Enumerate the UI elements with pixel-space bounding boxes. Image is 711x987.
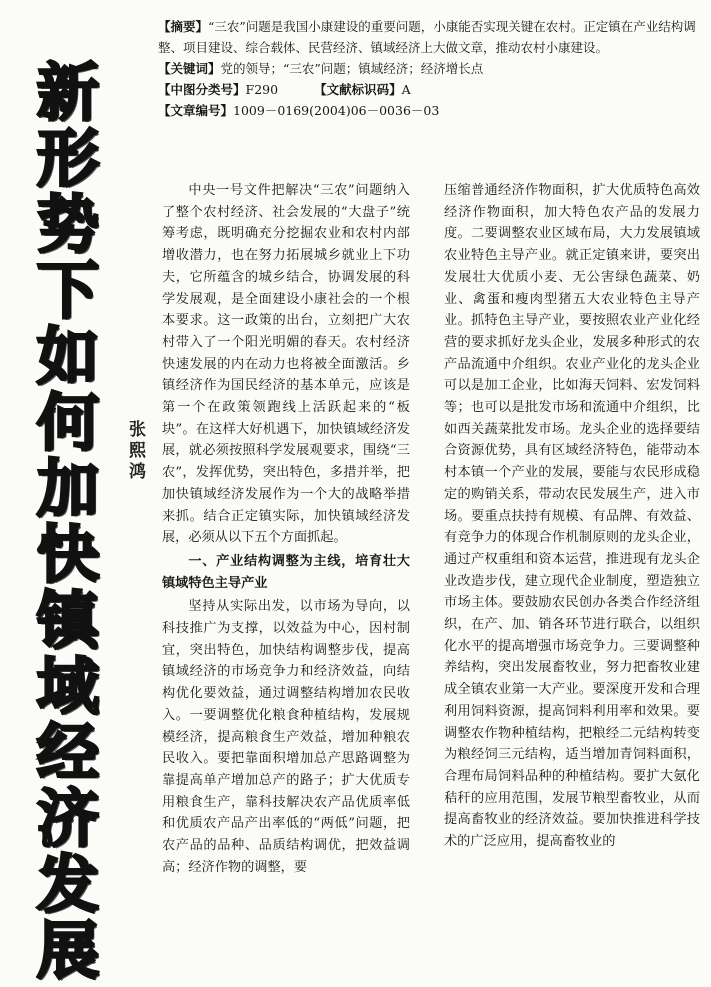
title-char: 镇	[36, 584, 99, 657]
section-heading: 一、产业结构调整为主线，培育壮大镇域特色主导产业	[162, 553, 410, 591]
keywords	[158, 58, 698, 79]
paragraph: 坚持从实际出发，以市场为导向，以科技推广为支撑，以效益为中心，因村制宜，突出特色，加快结构调整步伐，提高镇域经济的市场竞争力和经济效益，向结构优化要效益，通过调整结构增加农民收入。一要调整优化粮食种植结构，发展规模经济，提高粮食生产效益，增加种粮农民收入。要把靠面积增加总产思路调整为靠提高单产增加总产的路子；扩大优质专用粮食生产，靠科技解决农产品优质率低和优质农产品产出率低的“两低”问题，把农产品的品种、品质结构调优，把效益调高；经济作物的调整，要	[162, 599, 410, 875]
paragraph: 中央一号文件把解决“三农”问题纳入了整个农村经济、社会发展的“大盘子”统筹考虑，既明确充分挖掘农业和农村内部增收潜力，也在努力拓展城乡就业上下功夫，它所蕴含的城乡结合，协调发展的科学发展观，是全面建设小康社会的一个根本要求。这一政策的出台，立刻把广大农村带入了一个阳光明媚的春天。农村经济快速发展的内在动力也将被全面激活。乡镇经济作为国民经济的基本单元，应该是第一个在政策领跑线上活跃起来的“板块”。在这样大好机遇下，加快镇域经济发展，就必须按照科学发展观要求，围绕“三农”，发挥优势，突出特色，多措并举，把加快镇域经济发展作为一个大的战略举措来抓。结合正定镇实际，加快镇域经济发展，必须从以下五个方面抓起。	[162, 183, 410, 546]
abstract-text: “三农”问题是我国小康建设的重要问题，小康能否实现关键在农村。正定镇在产业结构调整、项目建设、综合载体、民营经济、镇域经济上大做文章，推动农村小康建设。	[158, 19, 696, 55]
clc-value: F290	[245, 82, 279, 97]
body-column-right	[444, 180, 700, 853]
keywords-text: 党的领导；“三农”问题；镇域经济；经济增长点	[220, 61, 484, 76]
body-column-left	[162, 180, 410, 879]
title-char: 势	[36, 188, 99, 261]
title-char: 展	[36, 914, 99, 987]
title-char: 加	[36, 452, 99, 525]
paragraph: 压缩普通经济作物面积，扩大优质特色高效经济作物面积，加大特色农产品的发展力度。二要调整农业区域布局，大力发展镇域农业特色主导产业。就正定镇来讲，要突出发展壮大优质小麦、无公害绿色蔬菜、奶业、禽蛋和瘦肉型猪五大农业特色主导产业。抓特色主导产业，要按照农业产业化经营的要求抓好龙头企业，发展多种形式的农产品流通中介组织。农业产业化的龙头企业可以是加工企业，比如海天饲料、宏发饲料等；也可以是批发市场和流通中介组织，比如西关蔬菜批发市场。龙头企业的选择要结合资源优势，具有区域经济特色，能带动本村本镇一个产业的发展，要能与农民形成稳定的购销关系，带动农民发展生产，进入市场。要重点扶持有规模、有品牌、有效益、有竞争力的体现合作机制原则的龙头企业，通过产权重组和资本运营，推进现有龙头企业改造步伐，建立现代企业制度，塑造独立市场主体。要鼓励农民创办各类合作经济组织，在产、加、销各环节进行联合，以组织化水平的提高增强市场竞争力。三要调整种养结构，突出发展畜牧业，努力把畜牧业建成全镇农业第一大产业。要深度开发和合理利用饲料资源，提高饲料利用率和效果。要调整农作物种植结构，把粮经二元结构转变为粮经饲三元结构，适当增加青饲料面积，合理布局饲料品种的种植结构。要扩大氨化秸秆的应用范围，发展节粮型畜牧业，从而提高畜牧业的经济效益。要加快推进科学技术的广泛应用，提高畜牧业的	[444, 183, 700, 850]
title-char: 快	[36, 518, 99, 591]
article-metadata	[158, 16, 698, 121]
title-char: 发	[36, 848, 99, 921]
title-char: 济	[36, 782, 99, 855]
title-char: 形	[36, 122, 99, 195]
doc-code-label: 【文献标识码】	[314, 82, 402, 97]
classification-row	[158, 79, 698, 100]
abstract	[158, 16, 698, 58]
title-char: 下	[36, 254, 99, 327]
title-char: 经	[36, 716, 99, 789]
article-number	[158, 100, 698, 121]
article-title	[20, 56, 116, 987]
abstract-label: 【摘要】	[158, 19, 209, 34]
keywords-label: 【关键词】	[158, 61, 221, 76]
article-no-value: 1009－0169(2004)06－0036－03	[233, 103, 440, 118]
title-char: 域	[36, 650, 99, 723]
title-char: 何	[36, 386, 99, 459]
doc-code-value: A	[401, 82, 411, 97]
title-char: 新	[36, 56, 99, 129]
author-name: 张熙鸿	[125, 420, 145, 483]
title-char: 如	[36, 320, 99, 393]
article-no-label: 【文章编号】	[158, 103, 234, 118]
clc-label: 【中图分类号】	[158, 82, 246, 97]
